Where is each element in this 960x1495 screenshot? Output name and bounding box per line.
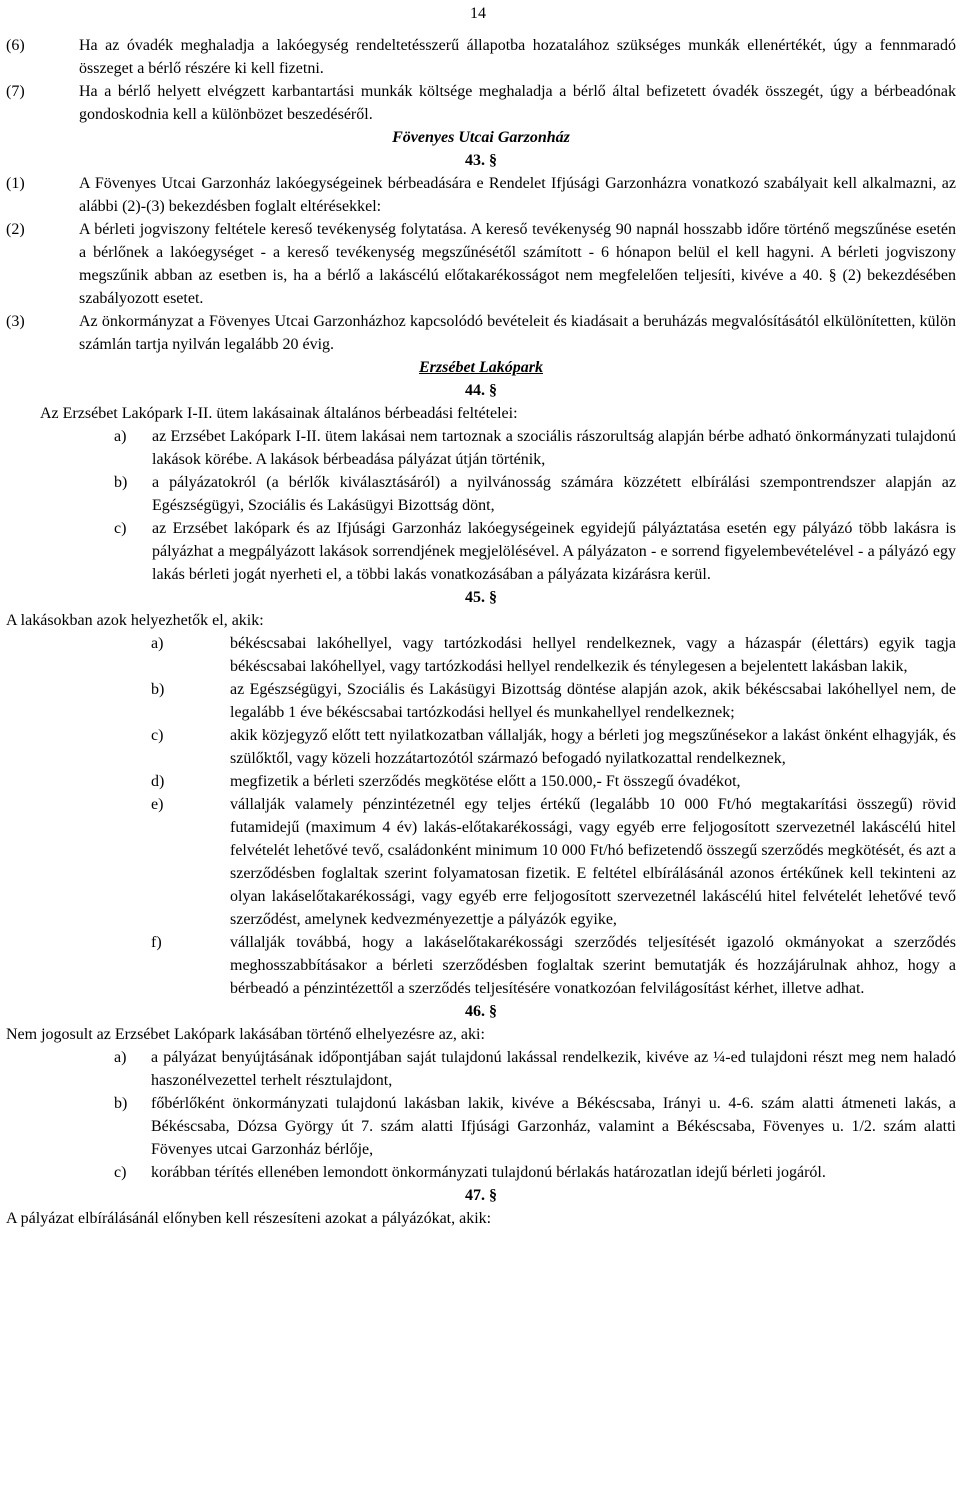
- list-label: d): [151, 773, 165, 790]
- list-text: vállalják továbbá, hogy a lakáselőtakarékossági szerződés teljesítését igazoló okmányokat a szerződés meghosszabbításakor a bérleti szerződésben foglaltak szerint bemutatják és hozzájárulnak ahhoz, hogy a bérbeadó a pénzintézettől a szerződés teljesítésére vonatkozóan felvilágosítást kérhet, illetve adhat.: [230, 934, 956, 997]
- paragraph-number: (1): [6, 175, 25, 192]
- list-text: főbérlőként önkormányzati tulajdonú lakásban lakik, kivéve a Békéscsaba, Irányi u. 4-6. szám alatti átmeneti lakás, a Békéscsaba, Dózsa György út 7. szám alatti Ifjúsági Garzonház, valamint a Békéscsaba, Fövenyes u. 1/2. szám alatti Fövenyes utcai Garzonház bérlője,: [151, 1095, 956, 1158]
- s44-intro: Az Erzsébet Lakópark I-II. ütem lakásainak általános bérbeadási feltételei:: [40, 405, 518, 422]
- section-43-title: 43. §: [465, 152, 497, 169]
- s45-intro: A lakásokban azok helyezhetők el, akik:: [6, 612, 264, 629]
- list-label: a): [114, 428, 127, 445]
- list-item: [6, 1046, 956, 1092]
- list-label: f): [151, 934, 162, 951]
- paragraph-number: (7): [6, 83, 25, 100]
- paragraph-text: A Fövenyes Utcai Garzonház lakóegységeinek bérbeadására e Rendelet Ifjúsági Garzonházra vonatkozó szabályait kell alkalmazni, az alábbi (2)-(3) bekezdésben foglalt eltérésekkel:: [79, 175, 956, 215]
- s43-paragraph: [6, 310, 956, 356]
- section-heading-erzsebet: Erzsébet Lakópark: [419, 359, 543, 376]
- section-44-title: 44. §: [465, 382, 497, 399]
- list-item: [6, 1092, 956, 1161]
- list-label: b): [151, 681, 165, 698]
- paragraph-text: A bérleti jogviszony feltétele kereső tevékenység folytatása. A kereső tevékenység 90 napnál hosszabb időre történő megszűnése esetén a bérlőnek a lakóegységet - a kereső tevékenység megszűnésétől számított - 6 hónapon belül el kell hagyni. A bérleti jogviszony megszűnik abban az esetben is, ha a bérlő a lakáscélú előtakarékosságot nem megfelelően teljesíti, kivéve a 40. § (2) bekezdésében szabályozott esetet.: [79, 221, 956, 307]
- paragraph-number: (2): [6, 221, 25, 238]
- section-45-title: 45. §: [465, 589, 497, 606]
- paragraph-text: Ha az óvadék meghaladja a lakóegység rendeltetésszerű állapotba hozatalához szükséges munkák ellenértékét, úgy a fennmaradó összeget a bérlő részére ki kell fizetni.: [79, 37, 956, 77]
- list-item: [6, 517, 956, 586]
- list-text: vállalják valamely pénzintézetnél egy teljes értékű (legalább 10 000 Ft/hó megtakarítási összegű) rövid futamidejű (maximum 4 év) lakás-előtakarékossági, vagy egyéb erre feljogosított szervezetnél lakáscélú hitel felvételét lehetővé tevő, családonként minimum 10 000 Ft/hó befizetendő összegű szerződés megkötését, és azt a szerződésben foglaltak szerint folyamatosan fizetik. E feltétel elbírálásánál azonos értékűnek kell tekinteni az olyan lakáselőtakarékossági, vagy egyéb erre feljogosított szervezetnél lakáscélú hitel felvételét lehetővé tevő szerződést, amelynek kedvezményezettje a pályázók egyike,: [230, 796, 956, 928]
- list-text: az Erzsébet Lakópark I-II. ütem lakásai nem tartoznak a szociális rászorultság alapján bérbe adható önkormányzati tulajdonú lakások körébe. A lakások bérbeadása pályázat útján történik,: [152, 428, 956, 468]
- list-text: megfizetik a bérleti szerződés megkötése előtt a 150.000,- Ft összegű óvadékot,: [230, 773, 741, 790]
- paragraph-7: [6, 80, 956, 126]
- list-text: a pályázatokról (a bérlők kiválasztásáról) a nyilvánosság számára közzétett elbírálási szempontrendszer alapján az Egészségügyi, Szociális és Lakásügyi Bizottság dönt,: [152, 474, 956, 514]
- list-text: az Erzsébet lakópark és az Ifjúsági Garzonház lakóegységeinek egyidejű pályáztatása esetén egy pályázó több lakásra is pályázhat a megpályázott lakások sorrendjének megjelölésével. A pályázaton - e sorrend figyelembevételével - a pályázó egy lakás bérleti jogát nyerheti el, a többi lakás vonatkozásában a pályázata kizárásra kerül.: [152, 520, 956, 583]
- list-label: c): [151, 727, 164, 744]
- list-item: [6, 425, 956, 471]
- list-text: a pályázat benyújtásának időpontjában saját tulajdonú lakással rendelkezik, kivéve az ¼-ed tulajdoni részt meg nem haladó haszonélvezettel terhelt résztulajdont,: [151, 1049, 956, 1089]
- list-label: c): [114, 520, 127, 537]
- list-text: akik közjegyző előtt tett nyilatkozatban vállalják, hogy a bérleti jog megszűnésekor a lakást önként elhagyják, és szülőktől, vagy közeli hozzátartozótól származó befogadó nyilatkozattal rendelkeznek,: [230, 727, 956, 767]
- section-46-title: 46. §: [465, 1003, 497, 1020]
- page-number: 14: [470, 5, 486, 22]
- list-item: [6, 678, 956, 724]
- s43-paragraph: [6, 218, 956, 310]
- list-item: [6, 1161, 956, 1184]
- section-heading-fovenyes: Fövenyes Utcai Garzonház: [392, 129, 570, 146]
- paragraph-text: Ha a bérlő helyett elvégzett karbantartási munkák költsége meghaladja a bérlő által befizetett óvadék összegét, úgy a bérbeadónak gondoskodnia kell a különbözet beszedéséről.: [79, 83, 956, 123]
- paragraph-number: (3): [6, 313, 25, 330]
- list-label: c): [114, 1164, 127, 1181]
- s46-intro: Nem jogosult az Erzsébet Lakópark lakásában történő elhelyezésre az, aki:: [6, 1026, 485, 1043]
- list-label: a): [114, 1049, 127, 1066]
- list-label: e): [151, 796, 164, 813]
- list-label: a): [151, 635, 164, 652]
- s43-paragraph: [6, 172, 956, 218]
- list-item: [6, 931, 956, 1000]
- list-item: [6, 471, 956, 517]
- document-body: [6, 34, 956, 1230]
- list-item: [6, 770, 956, 793]
- list-label: b): [114, 1095, 128, 1112]
- list-text: az Egészségügyi, Szociális és Lakásügyi Bizottság döntése alapján azok, akik békéscsabai lakóhellyel nem, de legalább 1 éve békéscsabai tartózkodási hellyel és munkahellyel rendelkeznek;: [230, 681, 956, 721]
- paragraph-text: Az önkormányzat a Fövenyes Utcai Garzonházhoz kapcsolódó bevételeit és kiadásait a beruházás megvalósításától elkülönítetten, külön számlán tartja nyilván legalább 20 évig.: [79, 313, 956, 353]
- paragraph-6: [6, 34, 956, 80]
- section-47-title: 47. §: [465, 1187, 497, 1204]
- list-label: b): [114, 474, 128, 491]
- list-text: békéscsabai lakóhellyel, vagy tartózkodási hellyel rendelkeznek, vagy a házaspár (élettárs) egyik tagja békéscsabai lakóhellyel, vagy tartózkodási hellyel rendelkezik és ténylegesen a bejelentett lakásban lakik,: [230, 635, 956, 675]
- list-item: [6, 724, 956, 770]
- list-item: [6, 793, 956, 931]
- paragraph-number: (6): [6, 37, 25, 54]
- list-item: [6, 632, 956, 678]
- s47-intro: A pályázat elbírálásánál előnyben kell részesíteni azokat a pályázókat, akik:: [6, 1210, 492, 1227]
- list-text: korábban térítés ellenében lemondott önkormányzati tulajdonú bérlakás határozatlan idejű bérleti jogáról.: [151, 1164, 826, 1181]
